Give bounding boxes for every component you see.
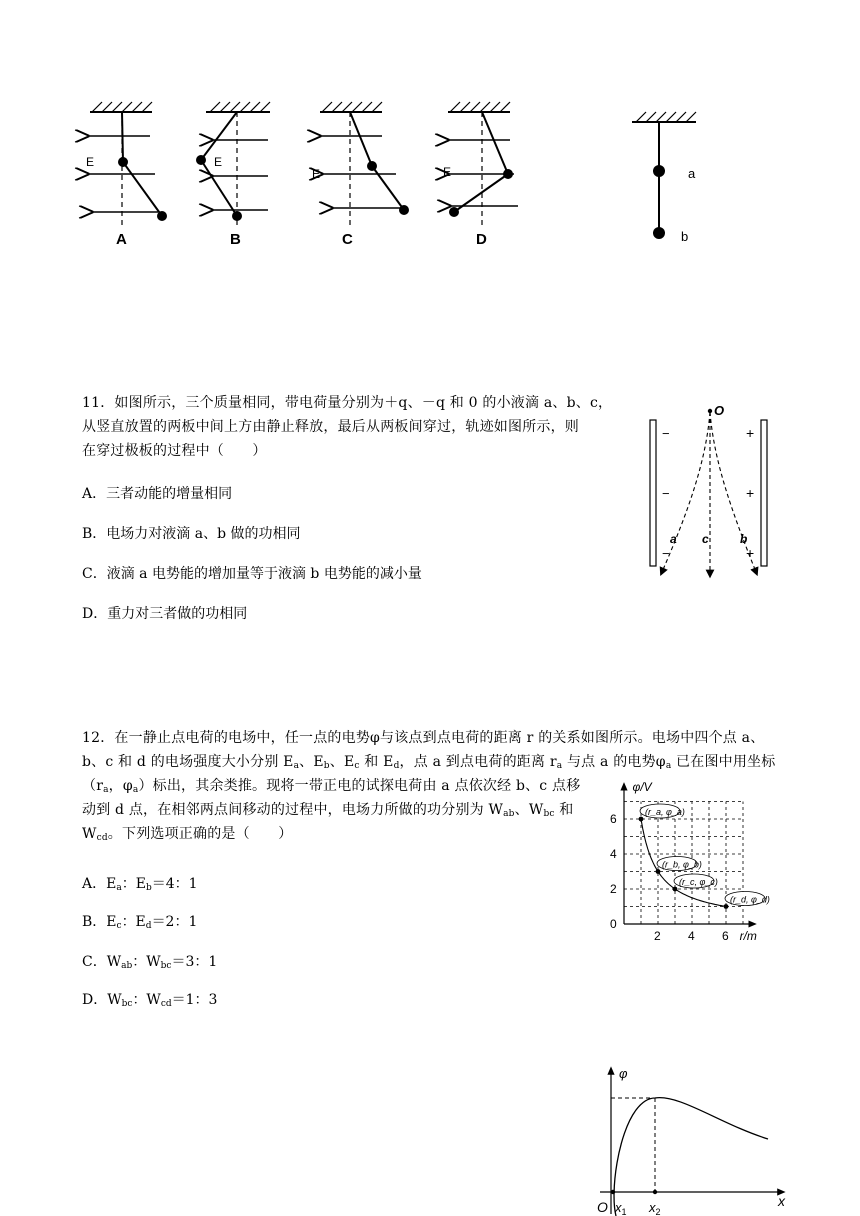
q12-option-c[interactable]: C．$W_{ab}$：$W_{bc}=3$：1	[82, 954, 218, 971]
point-b-label: b	[681, 229, 689, 244]
q11-line2: 从竖直放置的两板中间上方由静止释放，最后从两板间穿过，轨迹如图所示，则	[82, 419, 579, 435]
figure-label-c: C	[342, 231, 353, 248]
x-tick-label: 4	[688, 929, 695, 943]
point-label-a: (r_a, φ_a)	[645, 807, 685, 817]
q12-option-b[interactable]: B．$E_c$：$E_d=2$：1	[82, 914, 198, 931]
figure-d	[443, 102, 518, 248]
point-label-c: (r_c, φ_c)	[679, 877, 718, 887]
figure-b	[196, 102, 270, 248]
plus-sign: +	[746, 425, 755, 441]
x-tick-label: 2	[654, 929, 661, 943]
y-tick-label: 4	[610, 847, 617, 861]
x1-label: $x_1$	[615, 1200, 627, 1216]
data-point-a	[639, 817, 644, 822]
q12-line5: $W_{cd}$。下列选项正确的是（ ）	[82, 826, 293, 843]
figure-ab	[632, 112, 696, 244]
q12-line2: b、c 和 d 的电场强度大小分别 $E_a$、$E_b$、$E_c$ 和 $E_d$，点 a 到点电荷的距离 $r_a$ 与点 a 的电势$\varphi_a$ 已在图中用坐标	[82, 754, 776, 771]
x2-point	[653, 1190, 657, 1194]
y-axis-label: φ/V	[632, 780, 652, 794]
point-label-b: (r_b, φ_b)	[662, 859, 702, 870]
field-label-b: E	[214, 155, 223, 169]
q11-plates-figure	[640, 402, 780, 582]
data-point-d	[724, 904, 729, 909]
trajectory-b-label: b	[740, 532, 748, 546]
phi-x-chart	[570, 1064, 790, 1216]
q11-stem	[82, 391, 642, 463]
pendulum-figures	[70, 90, 730, 260]
figure-label-a: A	[116, 231, 127, 248]
x2-subscript: 2	[655, 1207, 661, 1216]
minus-signs	[662, 426, 670, 561]
y-axis-label: φ	[619, 1066, 628, 1081]
q12-line1: 12．在一静止点电荷的电场中，任一点的电势φ与该点到点电荷的距离 r 的关系如图所示。电场中四个点 a、	[82, 730, 765, 746]
field-label-a: E	[86, 155, 95, 169]
phi-r-chart	[600, 772, 800, 952]
q12-line3: （$r_a$，$\varphi_a$）标出，其余类推。现将一带正电的试探电荷由 a 点依次经 b、c 点移	[82, 778, 581, 795]
figure-label-d: D	[476, 231, 487, 248]
x1-subscript: 1	[621, 1207, 627, 1216]
field-label-d: E	[443, 165, 452, 179]
q11-option-b[interactable]: B．电场力对液滴 a、b 做的功相同	[82, 526, 301, 542]
x2-label: $x_2$	[649, 1200, 661, 1216]
plus-sign: +	[746, 485, 755, 501]
minus-sign: −	[662, 486, 670, 501]
origin-label: O	[597, 1199, 608, 1215]
point-label-d: (r_d, φ_d)	[730, 894, 770, 905]
minus-sign: −	[662, 546, 670, 561]
q11-option-d[interactable]: D．重力对三者做的功相同	[82, 606, 248, 622]
data-point-c	[673, 887, 678, 892]
data-point-b	[656, 869, 661, 874]
trajectory-a-label: a	[670, 532, 677, 546]
plus-sign: +	[746, 545, 755, 561]
x-axis-label: r/m	[739, 929, 757, 943]
field-label-c: E	[312, 167, 321, 181]
x-axis-label: x	[778, 1193, 785, 1209]
origin-o-label: O	[714, 403, 725, 418]
x1-point	[611, 1190, 615, 1194]
origin-label: 0	[610, 917, 617, 931]
q11-option-c[interactable]: C．液滴 a 电势能的增加量等于液滴 b 电势能的减小量	[82, 566, 422, 582]
q12-line4: 动到 d 点，在相邻两点间移动的过程中，电场力所做的功分别为 $W_{ab}$、$W_{bc}$ 和	[82, 802, 574, 819]
q12-option-a[interactable]: A．$E_a$：$E_b=4$：1	[82, 876, 198, 893]
minus-sign: −	[662, 426, 670, 441]
q11-option-a[interactable]: A．三者动能的增量相同	[82, 486, 233, 502]
point-a-label: a	[688, 166, 696, 181]
q11-line3: 在穿过极板的过程中（ ）	[82, 443, 267, 459]
figure-c	[312, 102, 409, 248]
figure-label-b: B	[230, 231, 241, 248]
y-tick-label: 2	[610, 882, 617, 896]
q11-line1: 11．如图所示，三个质量相同，带电荷量分别为＋q、－q 和 0 的小液滴 a、b、c，	[82, 395, 613, 411]
phi-x-curve	[614, 1098, 768, 1216]
y-tick-label: 6	[610, 812, 617, 826]
q12-option-d[interactable]: D．$W_{bc}$：$W_{cd}=1$：3	[82, 992, 218, 1009]
trajectory-c-label: c	[702, 532, 709, 546]
figure-a	[86, 102, 167, 248]
x-tick-label: 6	[722, 929, 729, 943]
